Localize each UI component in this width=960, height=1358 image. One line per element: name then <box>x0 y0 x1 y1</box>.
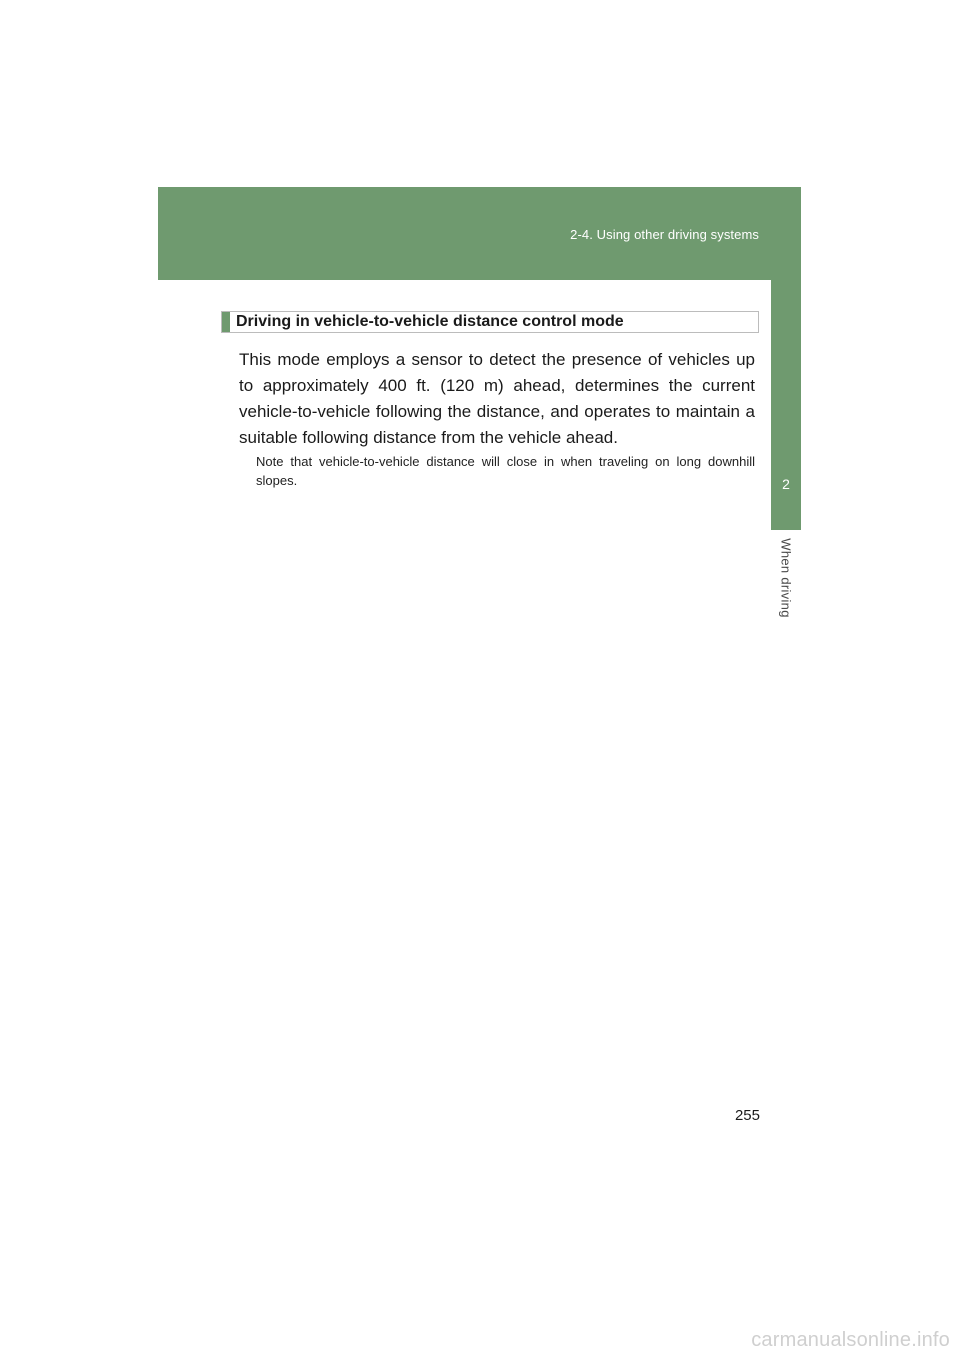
chapter-number: 2 <box>782 476 790 492</box>
section-heading <box>221 311 759 333</box>
note-paragraph: Note that vehicle-to-vehicle distance will close in when traveling on long downhill slopes. <box>256 454 755 488</box>
heading-text: Driving in vehicle-to-vehicle distance control mode <box>236 313 624 330</box>
section-title: 2-4. Using other driving systems <box>570 227 759 242</box>
watermark: carmanualsonline.info <box>751 1329 950 1351</box>
chapter-tab <box>771 280 801 530</box>
heading-accent-bar <box>222 312 230 332</box>
header-band <box>158 187 801 280</box>
chapter-label: When driving <box>778 538 794 618</box>
body-paragraph: This mode employs a sensor to detect the presence of vehicles up to approximately 400 ft. (120 m) ahead, determines the current vehicle-to-vehicle following the distance, and operates to maintain a suitable following distance from the vehicle ahead. <box>239 350 755 447</box>
page-number: 255 <box>734 1107 760 1124</box>
